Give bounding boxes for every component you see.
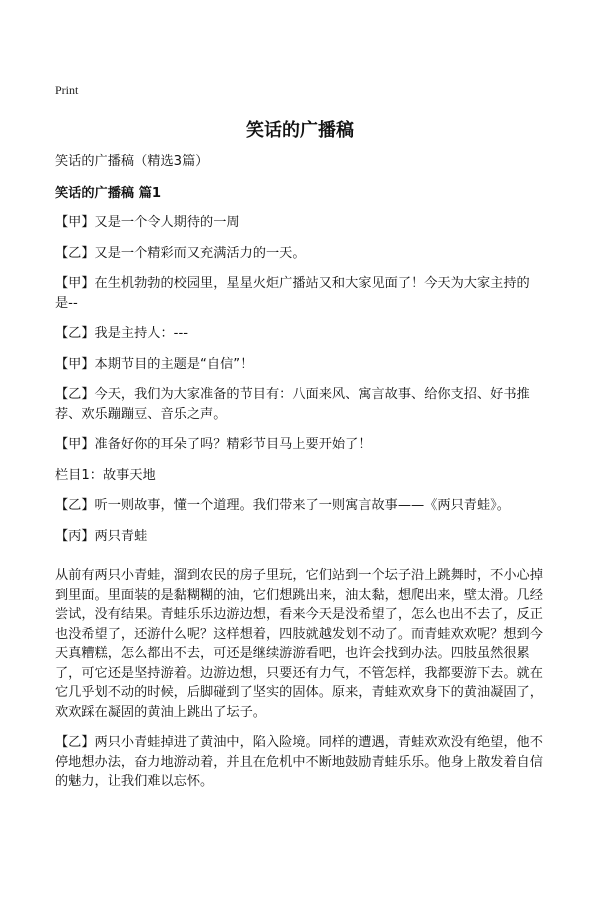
paragraph-yi-program: 【乙】今天，我们为大家准备的节目有：八面来风、寓言故事、给你支招、好书推荐、欢乐蹦蹦豆、音乐之声。 bbox=[55, 387, 530, 422]
paragraph-yi-intro: 【乙】又是一个精彩而又充满活力的一天。 bbox=[55, 245, 306, 261]
paragraph-story-body: 从前有两只小青蛙，溜到农民的房子里玩，它们站到一个坛子沿上跳舞时，不小心掉到里面。里面装的是黏糊糊的油，它们想跳出来，油太黏，想爬出来，壁太滑。几经尝试，没有结果。青蛙乐乐边游边想，看来今天是没希望了，怎么也出不去了，反正也没希望了，还游什么呢？这样想着，四肢就越发划不动了。而青蛙欢欢呢？想到今天真糟糕，怎么都出不去，可还是继续游游看吧，也许会找到办法。四肢虽然很累了，可它还是坚持游着。边游边想，只要还有力气，不管怎样，我都要游下去。就在它几乎划不动的时候，后脚碰到了坚实的固体。原来，青蛙欢欢身下的黄油凝固了，欢欢踩在凝固的黄油上跳出了坛子。 bbox=[55, 568, 543, 720]
paragraph-yi-story: 【乙】听一则故事，懂一个道理。我们带来了一则寓言故事——《两只青蛙》。 bbox=[55, 498, 510, 513]
paragraph-jia-intro: 【甲】又是一个令人期待的一周 bbox=[55, 215, 240, 230]
section-heading: 笑话的广播稿 篇1 bbox=[55, 185, 162, 201]
document-subtitle: 笑话的广播稿（精选3篇） bbox=[55, 154, 209, 169]
print-label: Print bbox=[55, 83, 79, 97]
column-heading: 栏目1：故事天地 bbox=[55, 467, 156, 483]
paragraph-yi-conclusion: 【乙】两只小青蛙掉进了黄油中，陷入险境。同样的遭遇，青蛙欢欢没有绝望，他不停地想办法，奋力地游动着，并且在危机中不断地鼓励青蛙乐乐。他身上散发着自信的魅力，让我们难以忘怀。 bbox=[55, 735, 543, 789]
paragraph-jia-start: 【甲】准备好你的耳朵了吗？精彩节目马上要开始了！ bbox=[55, 437, 372, 452]
document-body bbox=[55, 152, 545, 803]
paragraph-bing-title: 【丙】两只青蛙 bbox=[55, 528, 148, 544]
paragraph-jia-theme: 【甲】本期节目的主题是“自信”！ bbox=[55, 356, 254, 372]
paragraph-yi-host: 【乙】我是主持人：--- bbox=[55, 326, 188, 341]
document-title: 笑话的广播稿 bbox=[246, 120, 354, 141]
paragraph-jia-welcome: 【甲】在生机勃勃的校园里，星星火炬广播站又和大家见面了！今天为大家主持的是-- bbox=[55, 276, 530, 311]
